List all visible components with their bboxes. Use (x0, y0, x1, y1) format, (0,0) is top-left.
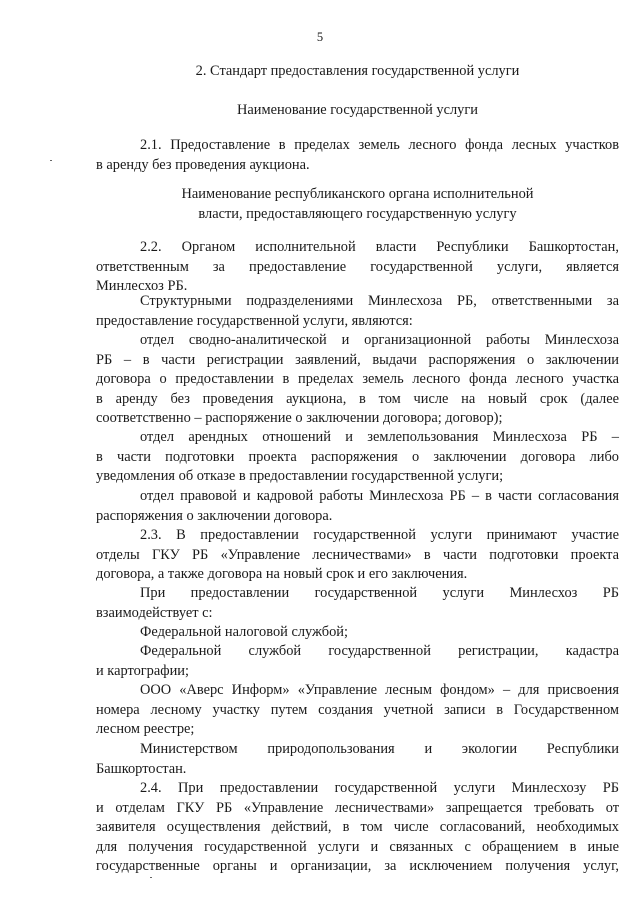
paragraph-ministry (96, 740, 619, 779)
paragraph-2-3 (96, 526, 619, 585)
subheading-service-name (96, 101, 619, 121)
paragraph-2-4 (96, 779, 619, 877)
text-line: отделы ГКУ РБ «Управление лесничествами» в части подготовки проекта (96, 546, 619, 563)
text-line: и отделам ГКУ РБ «Управление лесничествами» запрещается требовать от (96, 799, 619, 816)
text-line: ООО «Аверс Информ» «Управление лесным фондом» – для присвоения (140, 682, 619, 698)
text-line: лесном реестре; (96, 721, 195, 737)
text-line: отдел сводно-аналитической и организационной работы Минлесхоза (140, 332, 619, 348)
paragraph-tax-service (96, 623, 619, 643)
paragraph-dept-2 (96, 428, 619, 487)
paragraph-registry-service (96, 642, 619, 681)
section-title-text: 2. Стандарт предоставления государственной услуги (195, 63, 520, 79)
text-line: Структурными подразделениями Минлесхоза РБ, ответственными за (140, 293, 619, 309)
text-line: договора о предоставлении в пределах земель лесного фонда лесного участка (96, 371, 619, 387)
paragraph-2-2 (96, 238, 619, 297)
text-line: Минлесхоз РБ. (96, 278, 188, 294)
text-line: 2.4. При предоставлении государственной услуги Минлесхозу РБ (140, 780, 619, 796)
text-line: договора, а также договора на новый срок и его заключения. (96, 566, 468, 582)
scan-speck (150, 877, 152, 878)
section-title (96, 62, 619, 82)
paragraph-structure (96, 292, 619, 331)
text-line: предоставление государственной услуги, являются: (96, 312, 413, 329)
paragraph-interaction (96, 584, 619, 623)
text-line: Наименование республиканского органа исполнительной (181, 186, 534, 202)
text-line: ответственным за предоставление государственной услуги, является (96, 258, 619, 275)
text-line: взаимодействует с: (96, 604, 213, 621)
paragraph-2-1 (96, 136, 619, 175)
text-line: государственные органы и организации, за исключением получения услуг, (96, 858, 619, 874)
text-line: в части подготовки проекта распоряжения о заключении договора либо (96, 448, 619, 465)
text-line: номера лесному участку путем создания учетной записи в Государственном (96, 701, 619, 718)
text-line: РБ – в части регистрации заявлений, выдачи распоряжения о заключении (96, 351, 619, 368)
text-line: власти, предоставляющего государственную услугу (198, 205, 517, 222)
text-line: 2.2. Органом исполнительной власти Республики Башкортостан, (140, 239, 619, 255)
scan-speck (50, 160, 52, 161)
text-line: отдел правовой и кадровой работы Минлесхоза РБ – в части согласования (140, 488, 619, 504)
text-line: соответственно – распоряжение о заключении договора; договор); (96, 410, 503, 426)
text-line: Федеральной службой государственной регистрации, кадастра (140, 643, 619, 659)
text-line: в аренду без проведения аукциона, в том числе на новый срок (далее (96, 390, 619, 407)
paragraph-avers (96, 681, 619, 740)
page-number: 5 (316, 30, 324, 44)
text-line: заявителя осуществления действий, в том числе согласований, необходимых (96, 819, 619, 835)
text-line: в аренду без проведения аукциона. (96, 156, 310, 173)
paragraph-dept-3 (96, 487, 619, 526)
paragraph-dept-1 (96, 331, 619, 429)
text-line: для получения государственной услуги и связанных с обращением в иные (96, 838, 619, 855)
subheading-authority (96, 185, 619, 224)
text-line: отдел арендных отношений и землепользования Минлесхоза РБ – (140, 429, 619, 445)
text-line: уведомления об отказе в предоставлении государственной услуги; (96, 468, 504, 484)
text-line: Башкортостан. (96, 760, 187, 777)
text-line: 2.3. В предоставлении государственной услуги принимают участие (140, 527, 619, 543)
subheading-text: Наименование государственной услуги (237, 102, 478, 118)
text-line: распоряжения о заключении договора. (96, 507, 333, 524)
text-line: Федеральной налоговой службой; (140, 624, 348, 640)
text-line: 2.1. Предоставление в пределах земель лесного фонда лесных участков (140, 137, 619, 153)
text-line: Министерством природопользования и экологии Республики (140, 741, 619, 757)
text-line: При предоставлении государственной услуги Минлесхоз РБ (140, 585, 619, 601)
text-line: и картографии; (96, 662, 189, 679)
